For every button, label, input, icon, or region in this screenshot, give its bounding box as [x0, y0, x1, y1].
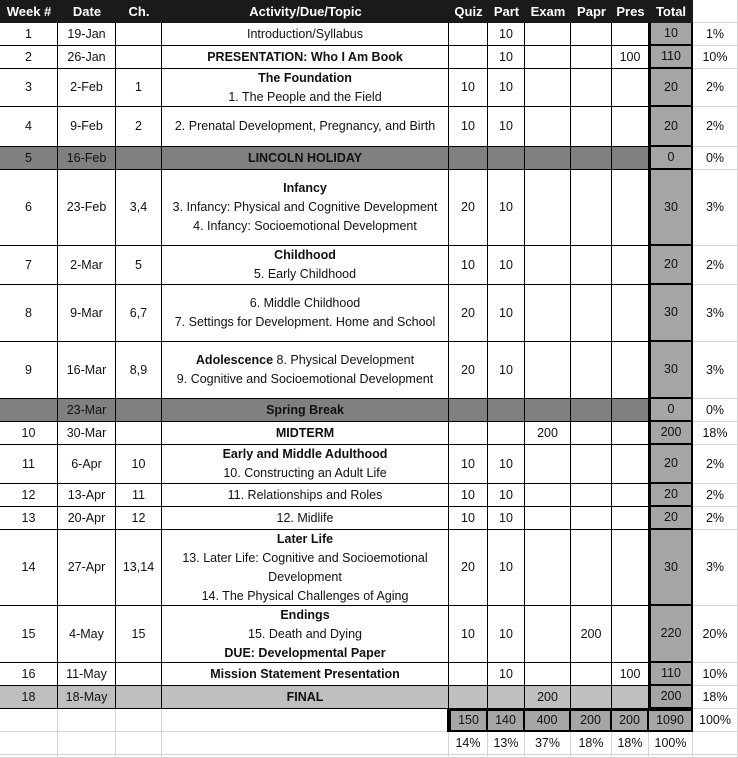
sum-total[interactable]: 1090: [649, 709, 693, 732]
quiz-cell[interactable]: 20: [449, 342, 488, 399]
chapter-cell[interactable]: [116, 46, 162, 69]
activity-line: 7. Settings for Development. Home and School: [174, 315, 436, 329]
activity-line: 14. The Physical Challenges of Aging: [201, 588, 409, 603]
paper-cell[interactable]: [571, 422, 612, 445]
total-cell[interactable]: 20: [649, 107, 693, 147]
exam-cell[interactable]: [525, 342, 571, 399]
quiz-cell[interactable]: [449, 399, 488, 422]
header-participation[interactable]: Part: [488, 0, 525, 23]
paper-cell[interactable]: [571, 445, 612, 484]
header-chapter[interactable]: Ch.: [116, 0, 162, 23]
total-cell[interactable]: 200: [649, 686, 693, 709]
date-cell[interactable]: 2-Mar: [58, 246, 116, 285]
quiz-cell[interactable]: 10: [449, 107, 488, 147]
presentation-cell[interactable]: [612, 246, 649, 285]
activity-line: Mission Statement Presentation: [210, 666, 400, 681]
date-cell[interactable]: 2-Feb: [58, 69, 116, 107]
chapter-cell[interactable]: 6,7: [116, 285, 162, 342]
activity-cell[interactable]: [162, 342, 449, 399]
date-cell[interactable]: 6-Apr: [58, 445, 116, 484]
activity-cell[interactable]: [162, 445, 449, 484]
chapter-cell[interactable]: 12: [116, 507, 162, 530]
empty-cell[interactable]: [0, 732, 58, 755]
activity-cell[interactable]: [162, 530, 449, 606]
percent-cell[interactable]: 18%: [693, 686, 738, 709]
percent-of-total-paper[interactable]: 18%: [571, 732, 612, 755]
total-cell[interactable]: 200: [649, 422, 693, 445]
header-activity[interactable]: Activity/Due/Topic: [162, 0, 449, 23]
chapter-cell[interactable]: 10: [116, 445, 162, 484]
percent-cell[interactable]: 3%: [693, 530, 738, 606]
activity-line: The Foundation: [258, 70, 352, 85]
activity-cell[interactable]: [162, 507, 449, 530]
presentation-cell[interactable]: [612, 69, 649, 107]
percent-of-total-quiz[interactable]: 14%: [449, 732, 488, 755]
total-cell[interactable]: 30: [649, 170, 693, 246]
presentation-cell[interactable]: [612, 342, 649, 399]
date-cell[interactable]: 18-May: [58, 686, 116, 709]
exam-cell[interactable]: [525, 46, 571, 69]
header-week-number[interactable]: Week #: [0, 0, 58, 23]
empty-cell[interactable]: [58, 709, 116, 732]
percent-of-total-exam[interactable]: 37%: [525, 732, 571, 755]
presentation-cell[interactable]: [612, 399, 649, 422]
activity-line: Endings: [280, 607, 330, 622]
presentation-cell[interactable]: [612, 23, 649, 46]
quiz-cell[interactable]: [449, 686, 488, 709]
week-number-cell[interactable]: 1: [0, 23, 58, 46]
quiz-cell[interactable]: 10: [449, 69, 488, 107]
header-percent[interactable]: [693, 0, 738, 23]
participation-cell[interactable]: 10: [488, 606, 525, 663]
participation-cell[interactable]: 10: [488, 484, 525, 507]
quiz-cell[interactable]: 10: [449, 606, 488, 663]
activity-cell[interactable]: [162, 606, 449, 663]
percent-cell[interactable]: 20%: [693, 606, 738, 663]
sum-presentation[interactable]: 200: [612, 709, 649, 732]
header-paper[interactable]: Papr: [571, 0, 612, 23]
percent-of-total-total[interactable]: 100%: [649, 732, 693, 755]
activity-line: Introduction/Syllabus: [246, 26, 364, 41]
date-cell[interactable]: 13-Apr: [58, 484, 116, 507]
sum-paper[interactable]: 200: [571, 709, 612, 732]
week-number-cell[interactable]: 11: [0, 445, 58, 484]
paper-cell[interactable]: [571, 663, 612, 686]
paper-cell[interactable]: [571, 686, 612, 709]
participation-cell[interactable]: 10: [488, 23, 525, 46]
presentation-cell[interactable]: [612, 484, 649, 507]
week-number-cell[interactable]: 13: [0, 507, 58, 530]
header-exam[interactable]: Exam: [525, 0, 571, 23]
percent-cell[interactable]: 3%: [693, 285, 738, 342]
percent-cell[interactable]: 2%: [693, 246, 738, 285]
total-cell[interactable]: 110: [649, 663, 693, 686]
presentation-cell[interactable]: [612, 507, 649, 530]
week-number-cell[interactable]: 10: [0, 422, 58, 445]
total-cell[interactable]: 30: [649, 285, 693, 342]
quiz-cell[interactable]: [449, 23, 488, 46]
activity-cell[interactable]: [162, 170, 449, 246]
empty-cell[interactable]: [0, 709, 58, 732]
activity-line: Spring Break: [266, 402, 344, 417]
presentation-cell[interactable]: [612, 445, 649, 484]
activity-line: 15. Death and Dying: [248, 626, 362, 641]
activity-line: 2. Prenatal Development, Pregnancy, and Birth: [174, 119, 436, 133]
week-number-cell[interactable]: 12: [0, 484, 58, 507]
quiz-cell[interactable]: [449, 422, 488, 445]
header-quiz[interactable]: Quiz: [449, 0, 488, 23]
week-number-cell[interactable]: 4: [0, 107, 58, 147]
activity-line: [196, 351, 414, 370]
percent-of-total-participation[interactable]: 13%: [488, 732, 525, 755]
chapter-cell[interactable]: [116, 147, 162, 170]
quiz-cell[interactable]: [449, 147, 488, 170]
week-number-cell[interactable]: 7: [0, 246, 58, 285]
chapter-cell[interactable]: [116, 663, 162, 686]
activity-cell[interactable]: [162, 399, 449, 422]
total-cell[interactable]: 20: [649, 246, 693, 285]
percent-cell[interactable]: 10%: [693, 663, 738, 686]
sum-quiz[interactable]: 150: [449, 709, 488, 732]
participation-cell[interactable]: [488, 147, 525, 170]
quiz-cell[interactable]: 10: [449, 507, 488, 530]
quiz-cell[interactable]: 10: [449, 484, 488, 507]
date-cell[interactable]: 11-May: [58, 663, 116, 686]
quiz-cell[interactable]: 10: [449, 445, 488, 484]
chapter-cell[interactable]: 2: [116, 107, 162, 147]
date-cell[interactable]: 20-Apr: [58, 507, 116, 530]
percent-cell[interactable]: 2%: [693, 445, 738, 484]
exam-cell[interactable]: 200: [525, 422, 571, 445]
date-cell[interactable]: 23-Mar: [58, 399, 116, 422]
chapter-cell[interactable]: 15: [116, 606, 162, 663]
exam-cell[interactable]: [525, 246, 571, 285]
paper-cell[interactable]: [571, 342, 612, 399]
week-number-cell[interactable]: 16: [0, 663, 58, 686]
exam-cell[interactable]: [525, 507, 571, 530]
week-number-cell[interactable]: 2: [0, 46, 58, 69]
presentation-cell[interactable]: [612, 147, 649, 170]
activity-cell[interactable]: [162, 246, 449, 285]
paper-cell[interactable]: [571, 69, 612, 107]
paper-cell[interactable]: [571, 170, 612, 246]
exam-cell[interactable]: [525, 147, 571, 170]
percent-cell[interactable]: 2%: [693, 507, 738, 530]
exam-cell[interactable]: [525, 170, 571, 246]
total-cell[interactable]: 20: [649, 507, 693, 530]
participation-cell[interactable]: 10: [488, 445, 525, 484]
activity-cell[interactable]: [162, 23, 449, 46]
percent-cell[interactable]: 0%: [693, 147, 738, 170]
empty-cell[interactable]: [116, 709, 162, 732]
total-cell[interactable]: 110: [649, 46, 693, 69]
chapter-cell[interactable]: 8,9: [116, 342, 162, 399]
week-number-cell[interactable]: 3: [0, 69, 58, 107]
date-cell[interactable]: 30-Mar: [58, 422, 116, 445]
sum-percent[interactable]: 100%: [693, 709, 738, 732]
date-cell[interactable]: 26-Jan: [58, 46, 116, 69]
activity-line: 3. Infancy: Physical and Cognitive Development: [172, 200, 438, 214]
activity-cell[interactable]: [162, 69, 449, 107]
header-total[interactable]: Total: [649, 0, 693, 23]
percent-cell[interactable]: 2%: [693, 69, 738, 107]
participation-cell[interactable]: 10: [488, 170, 525, 246]
activity-cell[interactable]: [162, 147, 449, 170]
exam-cell[interactable]: [525, 606, 571, 663]
paper-cell[interactable]: [571, 507, 612, 530]
activity-cell[interactable]: [162, 46, 449, 69]
participation-cell[interactable]: 10: [488, 342, 525, 399]
presentation-cell[interactable]: [612, 422, 649, 445]
activity-line: PRESENTATION: Who I Am Book: [207, 49, 403, 64]
divider: [447, 709, 449, 732]
percent-cell[interactable]: 10%: [693, 46, 738, 69]
exam-cell[interactable]: [525, 663, 571, 686]
activity-line: Later Life: [276, 531, 334, 546]
week-number-cell[interactable]: 18: [0, 686, 58, 709]
quiz-cell[interactable]: 20: [449, 530, 488, 606]
date-cell[interactable]: 19-Jan: [58, 23, 116, 46]
total-cell[interactable]: 30: [649, 342, 693, 399]
activity-line: Infancy: [283, 181, 327, 195]
paper-cell[interactable]: [571, 23, 612, 46]
chapter-cell[interactable]: [116, 686, 162, 709]
week-number-cell[interactable]: 6: [0, 170, 58, 246]
exam-cell[interactable]: [525, 484, 571, 507]
chapter-cell[interactable]: [116, 399, 162, 422]
paper-cell[interactable]: [571, 246, 612, 285]
quiz-cell[interactable]: [449, 46, 488, 69]
activity-cell[interactable]: [162, 285, 449, 342]
chapter-cell[interactable]: 1: [116, 69, 162, 107]
presentation-cell[interactable]: 100: [612, 46, 649, 69]
empty-cell[interactable]: [116, 732, 162, 755]
header-date[interactable]: Date: [58, 0, 116, 23]
participation-cell[interactable]: [488, 399, 525, 422]
exam-cell[interactable]: [525, 23, 571, 46]
exam-cell[interactable]: [525, 107, 571, 147]
quiz-cell[interactable]: [449, 663, 488, 686]
week-number-cell[interactable]: 8: [0, 285, 58, 342]
exam-cell[interactable]: [525, 285, 571, 342]
activity-line: Childhood: [274, 248, 336, 262]
header-presentation[interactable]: Pres: [612, 0, 649, 23]
activity-line: 4. Infancy: Socioemotional Development: [193, 219, 417, 233]
activity-line: FINAL: [286, 689, 324, 704]
percent-cell[interactable]: 1%: [693, 23, 738, 46]
date-cell[interactable]: 23-Feb: [58, 170, 116, 246]
chapter-cell[interactable]: 11: [116, 484, 162, 507]
date-cell[interactable]: 9-Feb: [58, 107, 116, 147]
week-number-cell[interactable]: 14: [0, 530, 58, 606]
date-cell[interactable]: 27-Apr: [58, 530, 116, 606]
total-cell[interactable]: 0: [649, 399, 693, 422]
exam-cell[interactable]: [525, 69, 571, 107]
date-cell[interactable]: 9-Mar: [58, 285, 116, 342]
total-cell[interactable]: 20: [649, 69, 693, 107]
paper-cell[interactable]: [571, 285, 612, 342]
exam-cell[interactable]: 200: [525, 686, 571, 709]
percent-cell[interactable]: 2%: [693, 484, 738, 507]
total-cell[interactable]: 30: [649, 530, 693, 606]
activity-line: 9. Cognitive and Socioemotional Development: [176, 372, 434, 386]
activity-heading: Adolescence: [195, 353, 274, 367]
chapter-cell[interactable]: [116, 422, 162, 445]
paper-cell[interactable]: 200: [571, 606, 612, 663]
activity-line: 5. Early Childhood: [253, 267, 357, 281]
activity-line: 10. Constructing an Adult Life: [223, 466, 387, 480]
presentation-cell[interactable]: 100: [612, 663, 649, 686]
activity-line: MIDTERM: [275, 425, 335, 440]
week-number-cell[interactable]: 5: [0, 147, 58, 170]
empty-cell[interactable]: [693, 732, 738, 755]
activity-cell[interactable]: [162, 107, 449, 147]
empty-cell[interactable]: [162, 732, 449, 755]
chapter-cell[interactable]: 3,4: [116, 170, 162, 246]
percent-cell[interactable]: 2%: [693, 107, 738, 147]
participation-cell[interactable]: 10: [488, 507, 525, 530]
chapter-cell[interactable]: 13,14: [116, 530, 162, 606]
activity-line: 1. The People and the Field: [228, 89, 382, 104]
presentation-cell[interactable]: [612, 285, 649, 342]
activity-cell[interactable]: [162, 686, 449, 709]
participation-cell[interactable]: 10: [488, 107, 525, 147]
activity-cell[interactable]: [162, 484, 449, 507]
activity-line: 6. Middle Childhood: [249, 296, 361, 310]
percent-of-total-presentation[interactable]: 18%: [612, 732, 649, 755]
empty-cell[interactable]: [58, 732, 116, 755]
presentation-cell[interactable]: [612, 107, 649, 147]
paper-cell[interactable]: [571, 46, 612, 69]
total-cell[interactable]: 10: [649, 23, 693, 46]
exam-cell[interactable]: [525, 445, 571, 484]
participation-cell[interactable]: 10: [488, 69, 525, 107]
percent-cell[interactable]: 0%: [693, 399, 738, 422]
total-cell[interactable]: 20: [649, 445, 693, 484]
total-cell[interactable]: 0: [649, 147, 693, 170]
exam-cell[interactable]: [525, 399, 571, 422]
paper-cell[interactable]: [571, 147, 612, 170]
presentation-cell[interactable]: [612, 170, 649, 246]
week-number-cell[interactable]: 15: [0, 606, 58, 663]
total-cell[interactable]: 220: [649, 606, 693, 663]
participation-cell[interactable]: 10: [488, 46, 525, 69]
presentation-cell[interactable]: [612, 530, 649, 606]
presentation-cell[interactable]: [612, 606, 649, 663]
participation-cell[interactable]: 10: [488, 663, 525, 686]
total-cell[interactable]: 20: [649, 484, 693, 507]
date-cell[interactable]: 4-May: [58, 606, 116, 663]
participation-cell[interactable]: [488, 422, 525, 445]
empty-cell[interactable]: [162, 709, 449, 732]
participation-cell[interactable]: 10: [488, 530, 525, 606]
chapter-cell[interactable]: [116, 23, 162, 46]
chapter-cell[interactable]: 5: [116, 246, 162, 285]
date-cell[interactable]: 16-Feb: [58, 147, 116, 170]
paper-cell[interactable]: [571, 107, 612, 147]
activity-line: 11. Relationships and Roles: [227, 487, 383, 502]
percent-cell[interactable]: 3%: [693, 342, 738, 399]
percent-cell[interactable]: 3%: [693, 170, 738, 246]
quiz-cell[interactable]: 20: [449, 285, 488, 342]
paper-cell[interactable]: [571, 484, 612, 507]
activity-line: 12. Midlife: [276, 510, 334, 525]
sum-exam[interactable]: 400: [525, 709, 571, 732]
quiz-cell[interactable]: 20: [449, 170, 488, 246]
participation-cell[interactable]: 10: [488, 246, 525, 285]
quiz-cell[interactable]: 10: [449, 246, 488, 285]
activity-line: LINCOLN HOLIDAY: [247, 150, 363, 165]
paper-cell[interactable]: [571, 399, 612, 422]
exam-cell[interactable]: [525, 530, 571, 606]
activity-cell[interactable]: [162, 663, 449, 686]
presentation-cell[interactable]: [612, 686, 649, 709]
sum-participation[interactable]: 140: [488, 709, 525, 732]
week-number-cell[interactable]: 9: [0, 342, 58, 399]
participation-cell[interactable]: 10: [488, 285, 525, 342]
paper-cell[interactable]: [571, 530, 612, 606]
participation-cell[interactable]: [488, 686, 525, 709]
activity-line: 13. Later Life: Cognitive and Socioemotional Development: [182, 550, 428, 584]
date-cell[interactable]: 16-Mar: [58, 342, 116, 399]
activity-line: Early and Middle Adulthood: [222, 447, 388, 461]
activity-cell[interactable]: [162, 422, 449, 445]
week-number-cell[interactable]: [0, 399, 58, 422]
activity-line: DUE: Developmental Paper: [224, 645, 386, 660]
activity-topic: 8. Physical Development: [273, 353, 415, 367]
percent-cell[interactable]: 18%: [693, 422, 738, 445]
